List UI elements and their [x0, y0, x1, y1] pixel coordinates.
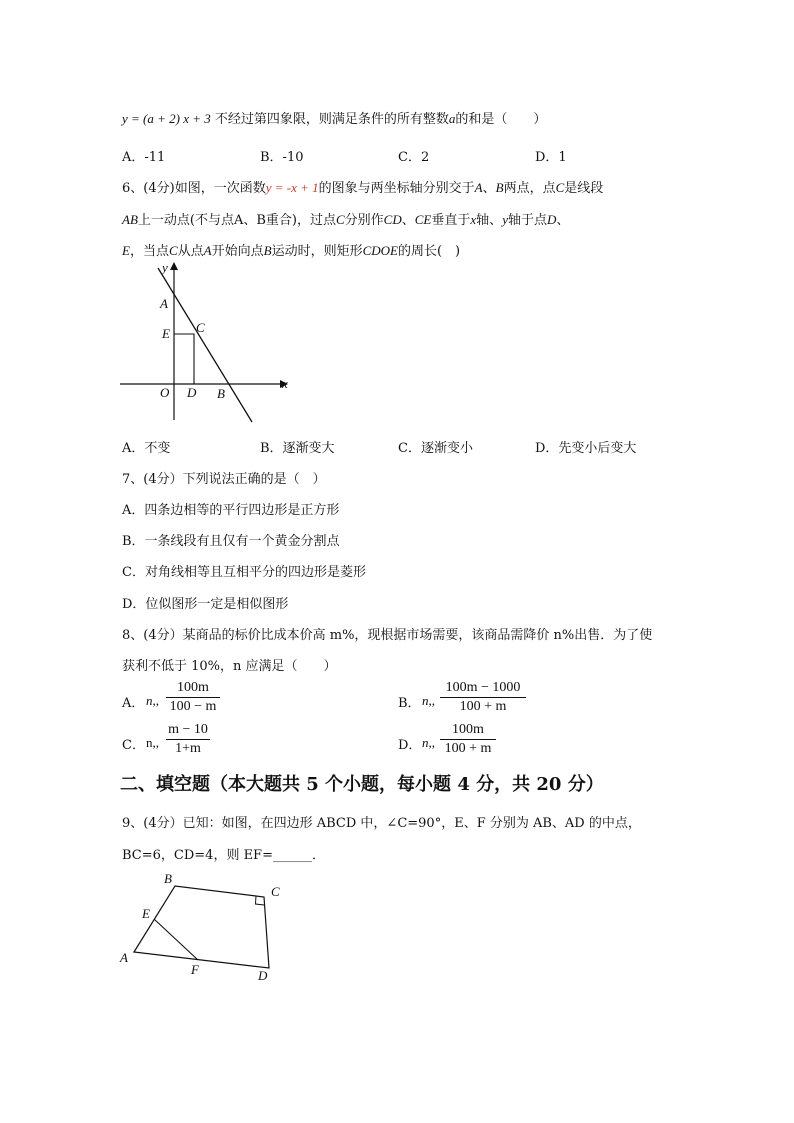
q8-b-numerator: 100m − 1000: [440, 680, 526, 698]
q6-point: B: [263, 243, 272, 258]
q8-d-denominator: 100 + m: [444, 741, 492, 756]
q8-a-fraction: [166, 680, 220, 715]
q6-axis: x: [470, 212, 477, 227]
q8-c-relation: n,,: [146, 735, 159, 750]
q8-b-relation: n,,: [422, 693, 435, 708]
q6-text: 轴于点: [507, 213, 547, 228]
q6-text: 垂直于: [431, 213, 471, 228]
q6-label-e: E: [162, 326, 170, 341]
q8-d-fraction: [440, 722, 496, 757]
q8-c-denominator: 1+m: [175, 741, 201, 756]
q8-a-label: A．: [122, 696, 145, 711]
q6-rectangle: CDOE: [362, 243, 398, 258]
q6-text: 上一动点(不与点A、B重合)，过点: [137, 213, 336, 228]
q6-text: 分别作: [344, 213, 384, 228]
q9-segment-ef: [154, 919, 198, 960]
q6-label-c: C: [196, 320, 205, 335]
q6-text: 、: [401, 213, 415, 228]
q6-text: 、: [556, 213, 570, 228]
q6-option-a[interactable]: A．不变: [122, 441, 171, 456]
q6-label-a: A: [160, 296, 168, 311]
q6-point: C: [555, 180, 565, 195]
q6-point: A: [203, 243, 212, 258]
q9-label-c: C: [271, 884, 280, 899]
q6-label-b: B: [217, 386, 225, 401]
q7-option-d[interactable]: D．位似图形一定是相似图形: [122, 597, 289, 612]
q8-a-numerator: 100m: [166, 680, 220, 698]
q6-label-x: x: [282, 376, 288, 391]
q6-text: 是线段: [564, 181, 604, 196]
q9-label-e: E: [142, 906, 150, 921]
q5-text: 不经过第四象限，则满足条件的所有整数: [214, 112, 449, 127]
q6-axis: y: [502, 212, 508, 227]
q6-option-c[interactable]: C．逐渐变小: [398, 441, 473, 456]
q6-formula: y = -x + 1: [265, 180, 319, 195]
q6-point: B: [495, 180, 504, 195]
q6-text: 的图象与两坐标轴分别交于: [318, 181, 475, 196]
q9-line2: BC=6，CD=4，则 EF=______．: [122, 848, 325, 863]
q8-option-b[interactable]: [398, 680, 558, 720]
q6-segment: CD: [383, 212, 402, 227]
q5-option-b[interactable]: B．-10: [260, 150, 304, 165]
q9-quadrilateral-abcd: [134, 886, 269, 968]
q9-figure: [112, 866, 292, 986]
q6-text: ，当点: [129, 244, 169, 259]
q6-text: 、: [482, 181, 496, 196]
q6-point: E: [122, 243, 130, 258]
q9-label-f: F: [191, 962, 199, 977]
q6-text: 的周长( ): [397, 244, 461, 259]
q7-option-a[interactable]: A．四条边相等的平行四边形是正方形: [122, 503, 340, 518]
q6-point: D: [546, 212, 557, 227]
q5-tail: 的和是（ ）: [455, 112, 547, 127]
section-heading: 二、填空题（本大题共 5 个小题，每小题 4 分，共 20 分）: [120, 774, 604, 795]
q6-text: 轴、: [476, 213, 503, 228]
q8-b-label: B．: [398, 696, 421, 711]
q6-number: 6、(4分): [122, 181, 175, 196]
q8-b-denominator: 100 + m: [459, 699, 507, 714]
q6-segment: CE: [414, 212, 432, 227]
q5-line: [122, 108, 546, 127]
q6-text: 如图，一次函数: [174, 181, 266, 196]
q8-b-fraction: [440, 680, 526, 715]
q6-function-line: [158, 268, 252, 422]
q6-y-arrow: [170, 262, 178, 270]
q6-point: C: [335, 212, 345, 227]
q6-text: 开始向点: [211, 244, 264, 259]
q9-label-a: A: [120, 950, 128, 965]
q8-c-numerator: m − 10: [166, 722, 210, 740]
q6-point: A: [474, 180, 483, 195]
q8-d-numerator: 100m: [440, 722, 496, 740]
q9-label-b: B: [164, 871, 172, 886]
q5-formula: y = (a + 2) x + 3: [122, 111, 211, 126]
q6-text: 运动时，则矩形: [271, 244, 363, 259]
q6-option-d[interactable]: D．先变小后变大: [535, 441, 637, 456]
q6-text: 从点: [177, 244, 204, 259]
q5-option-a[interactable]: A．-11: [122, 150, 166, 165]
q6-option-b[interactable]: B．逐渐变大: [260, 441, 335, 456]
q8-line2: 获利不低于 10%，n 应满足（ ）: [122, 659, 337, 674]
q6-line1: [122, 177, 603, 196]
q6-text: 两点，点: [503, 181, 556, 196]
q6-label-d: D: [187, 385, 197, 400]
q8-d-label: D．: [398, 738, 422, 753]
q6-line3: [122, 240, 460, 259]
q6-label-o: O: [160, 385, 170, 400]
q9-line1: 9、(4分）已知：如图，在四边形 ABCD 中，∠C=90°，E、F 分别为 AB、AD 的中点，: [122, 816, 641, 831]
q6-rectangle-cdoe: [174, 334, 194, 384]
q8-option-d[interactable]: [398, 722, 558, 762]
q8-a-relation: n,,: [146, 693, 159, 708]
q6-line2: [122, 209, 569, 228]
q6-segment: AB: [122, 212, 138, 227]
q7-option-c[interactable]: C．对角线相等且互相平分的四边形是菱形: [122, 565, 366, 580]
q8-a-denominator: 100 − m: [169, 699, 217, 714]
q9-label-d: D: [258, 968, 268, 983]
q6-point: C: [168, 243, 178, 258]
q6-label-y: y: [162, 260, 168, 275]
q8-line1: 8、(4分）某商品的标价比成本价高 m%，现根据市场需要，该商品需降价 n%出售．为了使: [122, 628, 653, 643]
q8-c-label: C．: [122, 738, 145, 753]
q8-c-fraction: [166, 722, 210, 757]
q8-option-c[interactable]: [122, 722, 282, 762]
q5-var: a: [448, 111, 456, 126]
q8-option-a[interactable]: [122, 680, 282, 720]
q6-figure: [110, 260, 300, 430]
q5-option-d[interactable]: D．1: [535, 150, 567, 165]
q5-option-c[interactable]: C．2: [398, 150, 430, 165]
q7-stem: 7、(4分）下列说法正确的是（ ）: [122, 472, 326, 487]
q8-d-relation: n,,: [422, 735, 435, 750]
q7-option-b[interactable]: B．一条线段有且仅有一个黄金分割点: [122, 534, 340, 549]
